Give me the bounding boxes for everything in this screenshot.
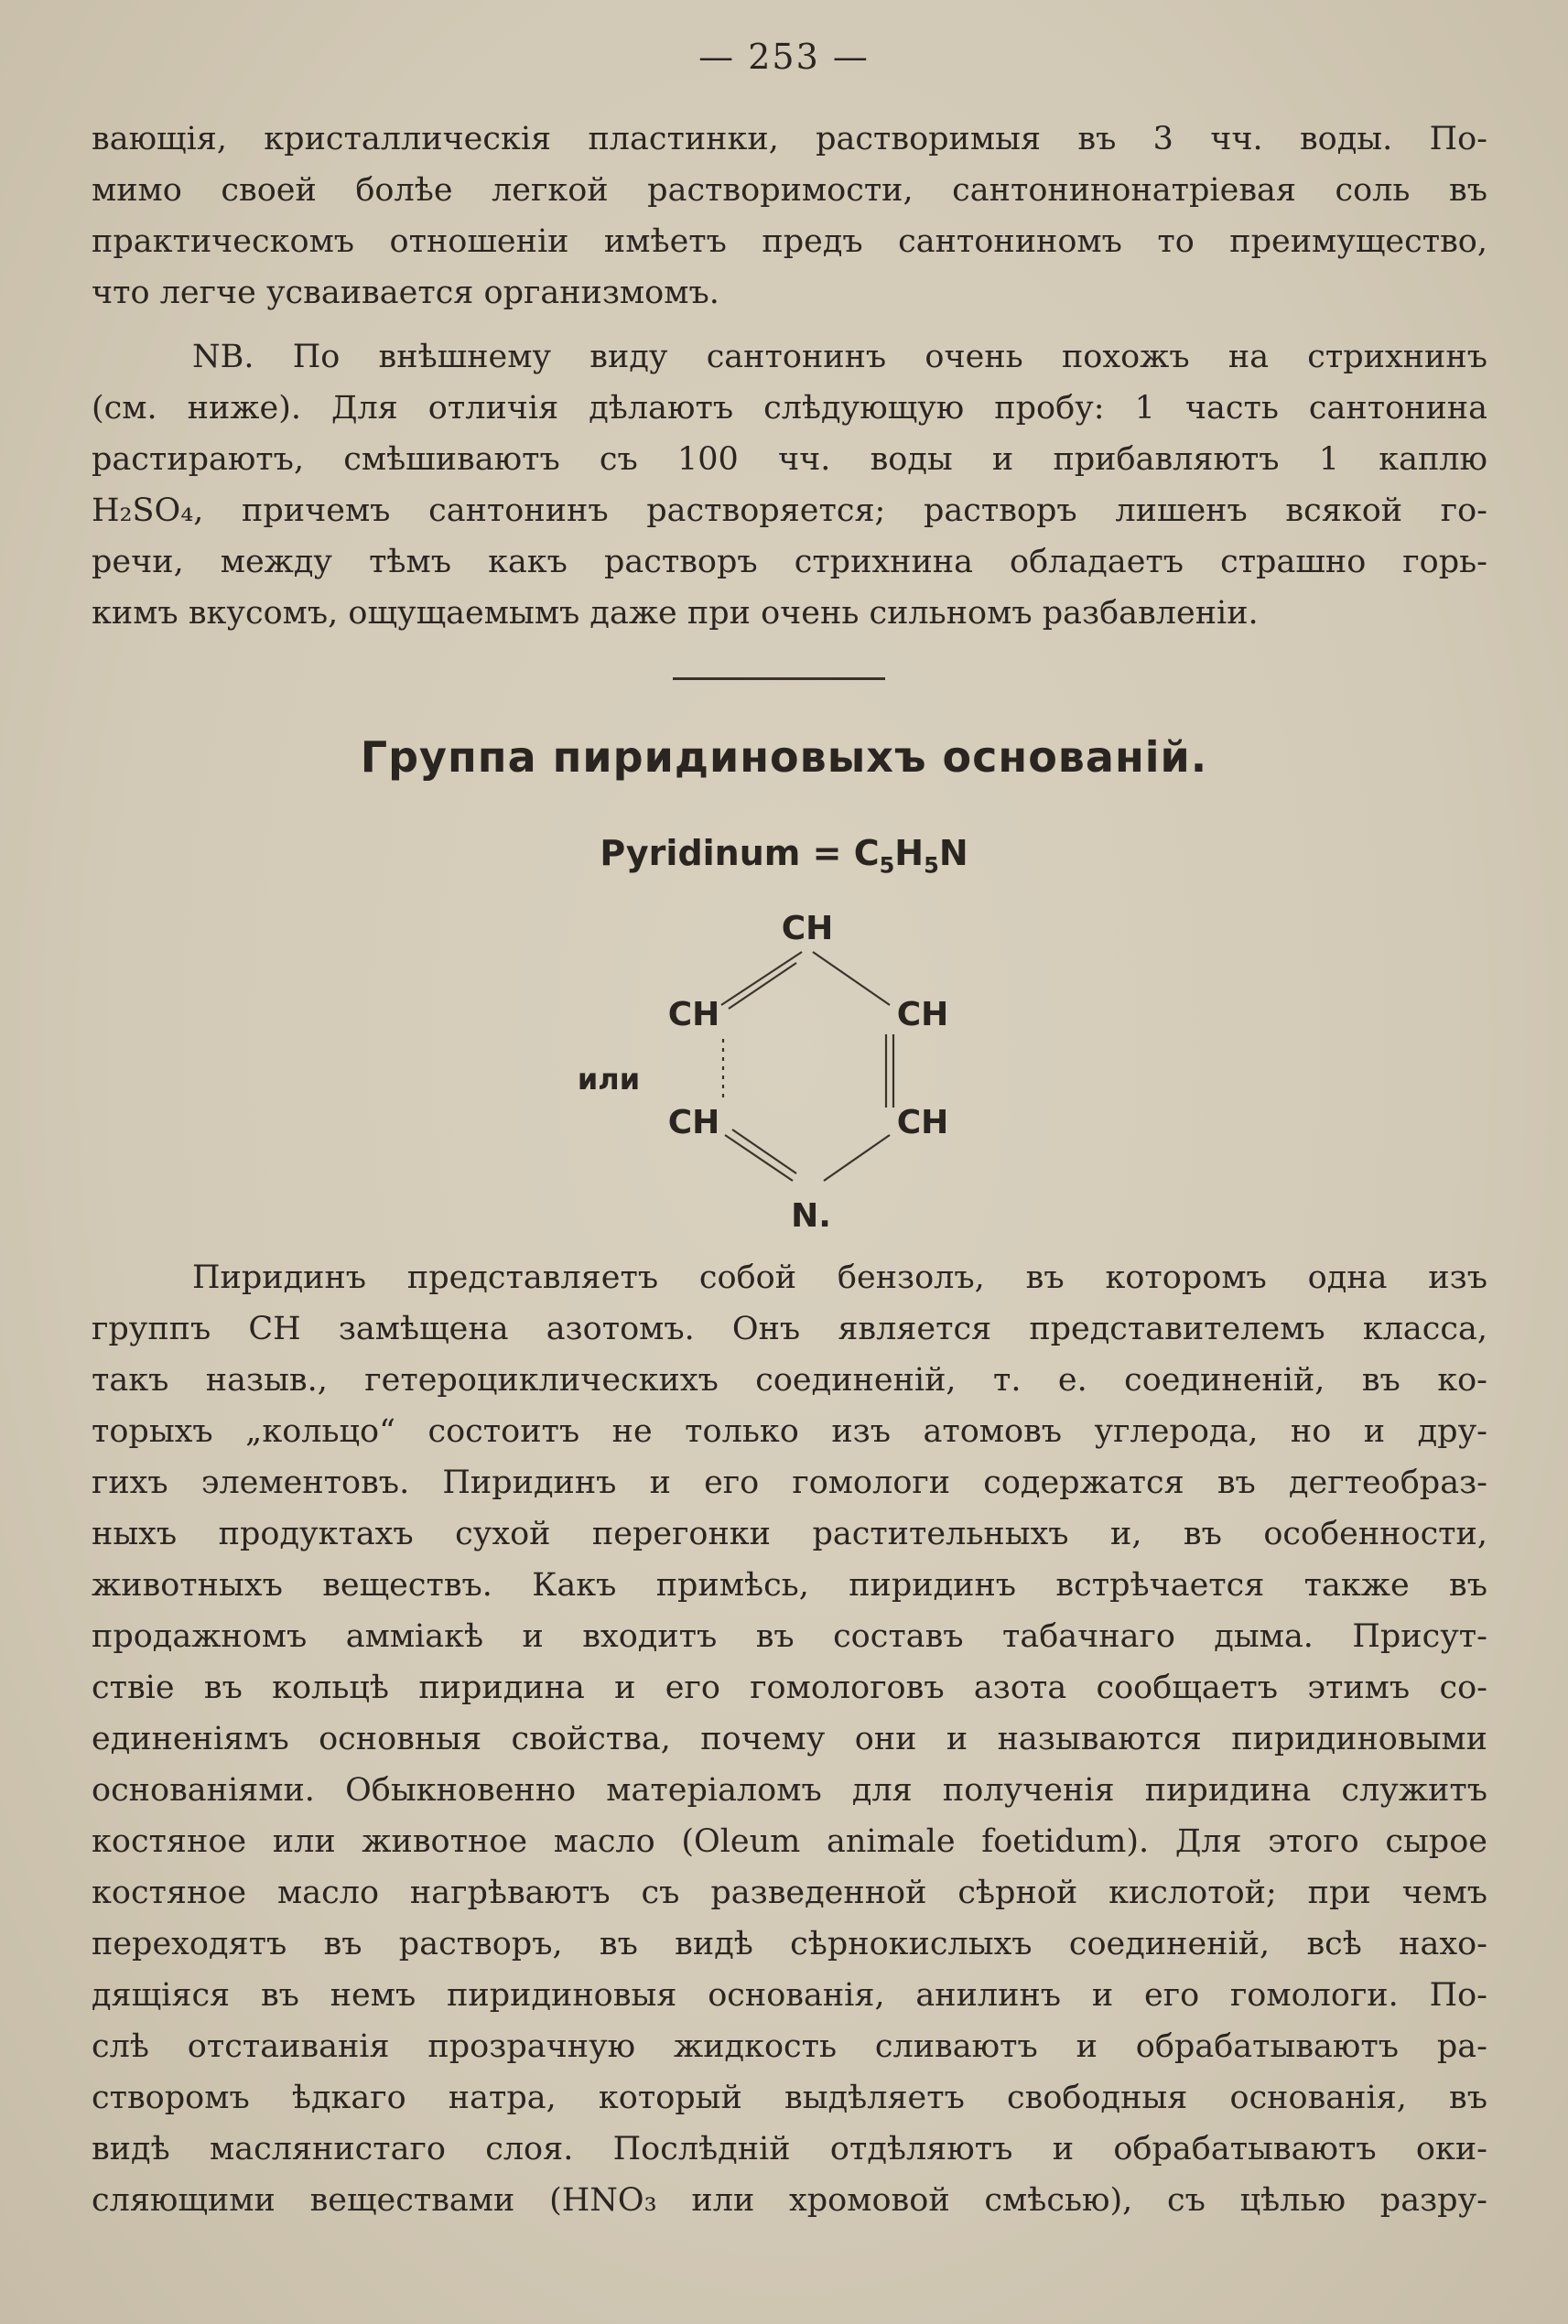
text-line: костяное масло нагрѣваютъ съ разведенной сѣрной кислотой; при чемъ bbox=[92, 1875, 1487, 1911]
formula-carbon-count: 5 bbox=[879, 852, 895, 879]
text-line: вающія, кристаллическія пластинки, растворимыя въ 3 чч. воды. По- bbox=[92, 121, 1487, 157]
text-line: переходятъ въ растворъ, въ видѣ сѣрнокислыхъ соединеній, всѣ нахо- bbox=[92, 1926, 1487, 1962]
text-line: Пиридинъ представляетъ собой бензолъ, въ которомъ одна изъ bbox=[192, 1259, 1487, 1296]
text-line: группъ CH замѣщена азотомъ. Онъ является представителемъ класса, bbox=[92, 1311, 1487, 1347]
text-line: NB. По внѣшнему виду сантонинъ очень похожъ на стрихнинъ bbox=[192, 339, 1487, 375]
atom-upper-right-ch: CH bbox=[896, 996, 949, 1033]
text-line: (см. ниже). Для отличія дѣлаютъ слѣдующую пробу: 1 часть сантонина bbox=[92, 390, 1487, 427]
text-line: единеніямъ основныя свойства, почему они и называются пиридиновыми bbox=[92, 1721, 1487, 1757]
atom-lower-left-ch: CH bbox=[667, 1104, 720, 1141]
atom-bottom-n: N. bbox=[791, 1197, 831, 1235]
formula-nitrogen: N bbox=[938, 833, 968, 873]
text-line: животныхъ веществъ. Какъ примѣсь, пиридинъ встрѣчается также въ bbox=[92, 1567, 1487, 1604]
text-line: продажномъ амміакѣ и входитъ въ составъ табачнаго дыма. Присут- bbox=[92, 1618, 1487, 1655]
text-line: основаніями. Обыкновенно матеріаломъ для полученія пиридина служитъ bbox=[92, 1772, 1487, 1809]
text-line: такъ назыв., гетероциклическихъ соединеній, т. е. соединеній, въ ко- bbox=[92, 1362, 1487, 1399]
text-line: сляющими веществами (HNO₃ или хромовой смѣсью), съ цѣлью разру- bbox=[92, 2182, 1487, 2219]
text-line: кимъ вкусомъ, ощущаемымъ даже при очень сильномъ разбавленіи. bbox=[92, 595, 1259, 632]
text-line: ствіе въ кольцѣ пиридина и его гомологовъ азота сообщаетъ этимъ со- bbox=[92, 1670, 1487, 1706]
bond-top-left-inner bbox=[729, 963, 796, 1009]
text-line: костяное или животное масло (Oleum animale foetidum). Для этого сырое bbox=[92, 1823, 1487, 1860]
text-line: H₂SO₄, причемъ сантонинъ растворяется; растворъ лишенъ всякой го- bbox=[92, 492, 1487, 529]
ring-bonds bbox=[721, 952, 893, 1181]
bond-top-right bbox=[813, 952, 890, 1005]
bond-bottom-right bbox=[824, 1135, 890, 1181]
atom-top-ch: CH bbox=[781, 910, 834, 947]
text-line: торыхъ „кольцо“ состоитъ не только изъ атомовъ углерода, но и дру- bbox=[92, 1413, 1487, 1450]
text-line: практическомъ отношеніи имѣетъ предъ сантониномъ то преимущество, bbox=[92, 223, 1487, 260]
text-line: дящіяся въ немъ пиридиновыя основанія, анилинъ и его гомологи. По- bbox=[92, 1977, 1487, 2014]
formula-name: Pyridinum bbox=[600, 833, 801, 873]
paragraph-pyridine-description bbox=[92, 1252, 1487, 2226]
formula-carbon: C bbox=[853, 833, 880, 873]
formula-hydrogen: H bbox=[894, 833, 925, 873]
page-number: — 253 — bbox=[698, 37, 870, 77]
text-line: ныхъ продуктахъ сухой перегонки растительныхъ и, въ особенности, bbox=[92, 1516, 1487, 1552]
text-line: створомъ ѣдкаго натра, который выдѣляетъ свободныя основанія, въ bbox=[92, 2080, 1487, 2116]
atom-lower-right-ch: CH bbox=[896, 1104, 949, 1141]
text-line: речи, между тѣмъ какъ растворъ стрихнина обладаетъ страшно горь- bbox=[92, 544, 1487, 580]
text-line: растираютъ, смѣшиваютъ съ 100 чч. воды и прибавляютъ 1 каплю bbox=[92, 441, 1487, 478]
bond-bottom-left-inner bbox=[732, 1130, 796, 1173]
section-heading: Группа пиридиновыхъ основаній. bbox=[360, 732, 1208, 782]
atom-upper-left-ch: CH bbox=[667, 996, 720, 1033]
bond-bottom-left-outer bbox=[725, 1135, 793, 1181]
text-line: слѣ отстаиванія прозрачную жидкость сливаютъ и обрабатываютъ ра- bbox=[92, 2028, 1487, 2065]
text-line: видѣ маслянистаго слоя. Послѣдній отдѣляютъ и обрабатываютъ оки- bbox=[92, 2131, 1487, 2167]
text-line: гихъ элементовъ. Пиридинъ и его гомологи содержатся въ дегтеобраз- bbox=[92, 1465, 1487, 1501]
or-label: или bbox=[577, 1062, 641, 1097]
text-line: мимо своей болѣе легкой растворимости, сантонинонатріевая соль въ bbox=[92, 172, 1487, 209]
text-line: что легче усваивается организмомъ. bbox=[92, 275, 719, 311]
bond-top-left-outer bbox=[721, 952, 802, 1005]
formula-equals: = bbox=[812, 833, 842, 873]
formula-hydrogen-count: 5 bbox=[924, 852, 939, 879]
